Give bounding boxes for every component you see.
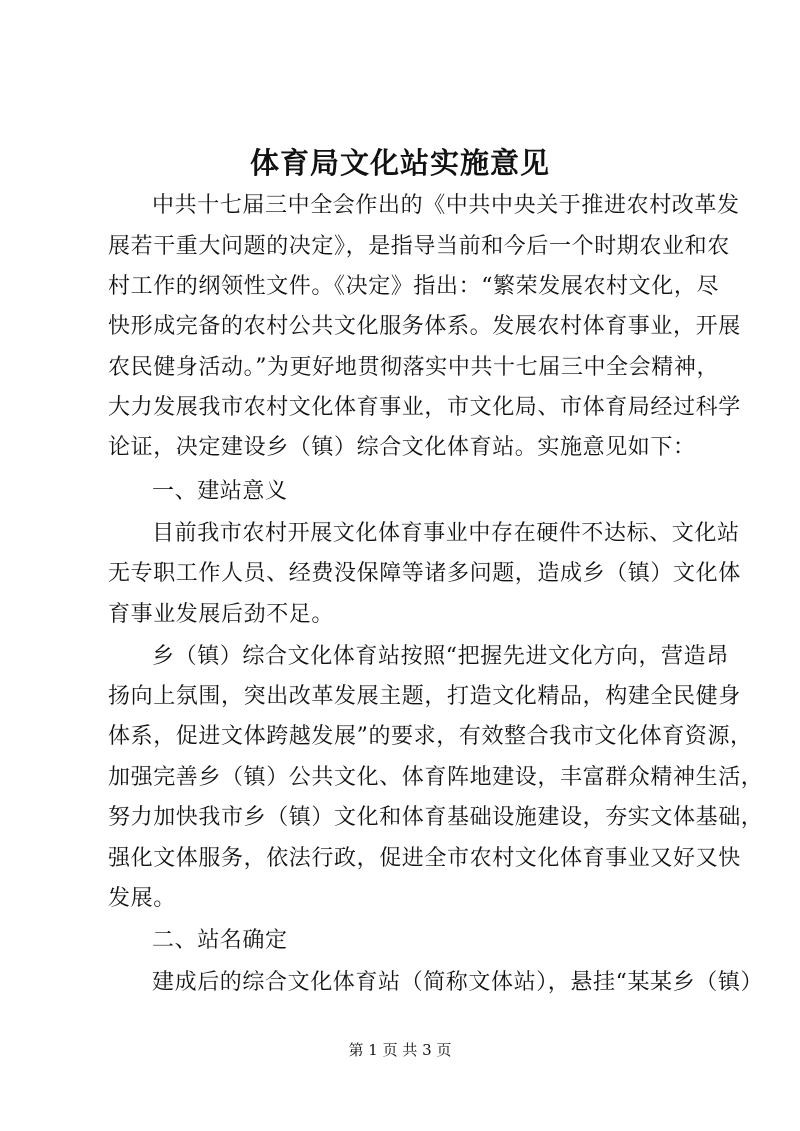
body-line: 发展。	[108, 886, 176, 911]
body-line: 乡（镇）综合文化体育站按照“把握先进文化方向，营造昂	[152, 644, 729, 669]
body-line: 建成后的综合文化体育站（简称文体站），悬挂“某某乡（镇）	[152, 970, 764, 995]
body-line: 体系，促进文体跨越发展”的要求，有效整合我市文化体育资源，	[108, 724, 753, 749]
body-line: 努力加快我市乡（镇）文化和体育基础设施建设，夯实文体基础，	[108, 805, 764, 830]
body-line: 农民健身活动。”为更好地贯彻落实中共十七届三中全会精神，	[108, 355, 720, 380]
body-line: 育事业发展后劲不足。	[108, 602, 335, 627]
body-line: 论证，决定建设乡（镇）综合文化体育站。实施意见如下：	[108, 435, 696, 460]
body-line: 快形成完备的农村公共文化服务体系。发展农村体育事业，开展	[108, 314, 741, 339]
body-line: 中共十七届三中全会作出的《中共中央关于推进农村改革发	[152, 193, 740, 218]
body-line: 加强完善乡（镇）公共文化、体育阵地建设，丰富群众精神生活，	[108, 765, 764, 790]
body-line: 展若干重大问题的决定》，是指导当前和今后一个时期农业和农	[108, 234, 730, 259]
body-line: 大力发展我市农村文化体育事业，市文化局、市体育局经过科学	[108, 395, 741, 420]
document-title: 体育局文化站实施意见	[249, 146, 550, 180]
body-line: 扬向上氛围，突出改革发展主题，打造文化精品，构建全民健身	[108, 684, 741, 709]
section-heading: 一、建站意义	[152, 479, 288, 504]
page-number-footer: 第 1 页 共 3 页	[348, 1041, 452, 1059]
section-heading: 二、站名确定	[152, 928, 288, 953]
body-line: 无专职工作人员、经费没保障等诸多问题，造成乡（镇）文化体	[108, 561, 741, 586]
body-line: 村工作的纲领性文件。《决定》指出：“繁荣发展农村文化，尽	[108, 274, 720, 299]
body-line: 目前我市农村开展文化体育事业中存在硬件不达标、文化站	[152, 521, 740, 546]
body-line: 强化文体服务，依法行政，促进全市农村文化体育事业又好又快	[108, 846, 741, 871]
